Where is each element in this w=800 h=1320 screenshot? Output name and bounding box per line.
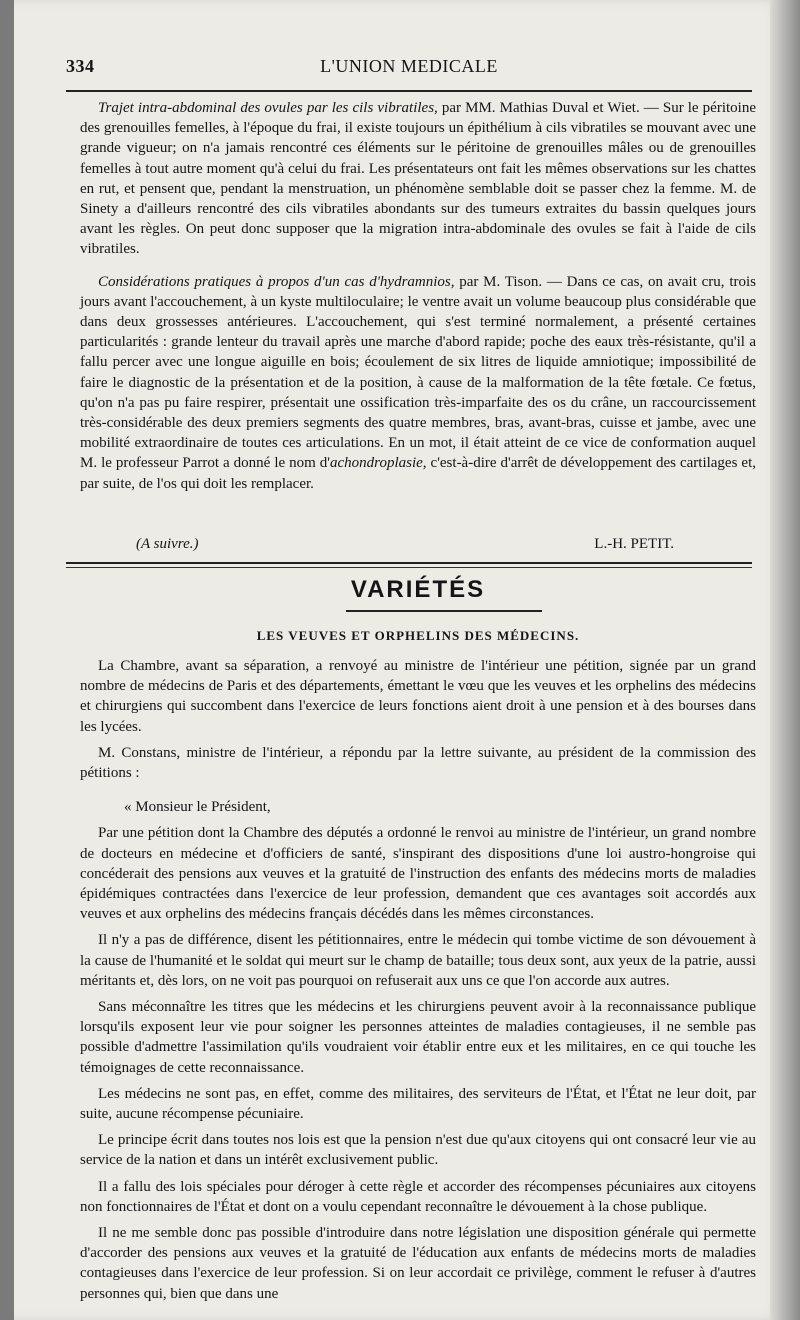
header-rule <box>66 90 752 92</box>
paragraph: M. Constans, ministre de l'intérieur, a répondu par la lettre suivante, au président de la commission des pétitions : <box>80 744 756 782</box>
page-edge-shadow <box>770 0 800 1320</box>
article-ovules-text: par MM. Mathias Duval et Wiet. — Sur le péritoine des grenouilles femelles, à l'époque du frai, il existe toujours un épithélium à cils vibratiles se mouvant avec une grande vigueur; on n'a jamais rencontré ces éléments sur le péritoine de grenouilles mâles ou de grenouilles femelles à tout autre moment qu'à celui du frai. Les présentateurs ont fait les mêmes observations sur les chattes en rut, et pensent que, pendant la menstruation, un phénomène semblable doit se passer chez la femme. M. de Sinety a d'ailleurs rencontré des cils vibratiles abondants sur des tumeurs extraites du bassin quelques jours avant les règles. On peut donc supposer que la migration intra-abdominale des ovules se fait à l'aide de cils vibratiles. <box>80 100 756 258</box>
paragraph: Les médecins ne sont pas, en effet, comme des militaires, des serviteurs de l'État, et l'État ne leur doit, par suite, aucune récompense pécuniaire. <box>80 1085 756 1123</box>
section-title: VARIÉTÉS <box>350 576 486 603</box>
article-hydramnios-term: achondroplasie, <box>330 455 427 472</box>
paragraph: La Chambre, avant sa séparation, a renvoyé au ministre de l'intérieur une pétition, signée par un grand nombre de médecins de Paris et des départements, émettant le vœu que les veuves et les orphelins des médecins et chirurgiens qui succombent dans l'exercice de leurs fonctions aient droit à une pension et à des bourses dans les lycées. <box>80 658 756 735</box>
section-body <box>80 656 756 1304</box>
paragraph: « Monsieur le Président, <box>124 799 271 816</box>
paragraph: Il n'y a pas de différence, disent les pétitionnaires, entre le médecin qui tombe victime de son dévouement à la cause de l'humanité et le soldat qui meurt sur le champ de bataille; tous deux sont, aux yeux de la patrie, aussi méritants et, dès lors, on ne voit pas pourquoi on refuserait aux uns ce que l'on accorde aux autres. <box>80 932 756 989</box>
journal-title: L'UNION MEDICALE <box>320 56 498 76</box>
paragraph: Le principe écrit dans toutes nos lois est que la pension n'est due qu'aux citoyens qui ont consacré leur vie au service de la nation et dans un intérêt exclusivement public. <box>80 1132 756 1169</box>
continuation-note: (A suivre.) <box>136 536 199 552</box>
signature-line <box>80 536 756 556</box>
paragraph: Il ne me semble donc pas possible d'introduire dans notre législation une disposition générale qui permette d'accorder des pensions aux veuves et la gratuité de l'éducation aux enfants de médecins morts de maladies contagieuses dans l'exercice de leur profession. Si on leur accordait ce privilège, comment le refuser à d'autres personnes qui, bien que dans une <box>80 1225 756 1302</box>
section-title-underline <box>346 610 542 612</box>
article-ovules-title: Trajet intra-abdominal des ovules par les cils vibratiles, <box>98 100 438 116</box>
page-header <box>66 56 752 80</box>
paragraph: Sans méconnaître les titres que les médecins et les chirurgiens peuvent avoir à la reconnaissance publique lorsqu'ils exposent leur vie pour soigner les personnes atteintes de maladies contagieuses, il ne semble pas possible d'admettre l'assimilation qu'ils voudraient voir établir entre eux et les militaires, en ce qui touche les témoignages de cette reconnaissance. <box>80 999 756 1076</box>
section-rule-bottom <box>66 567 752 568</box>
author-signature: L.-H. PETIT. <box>594 536 674 552</box>
article-ovules <box>80 98 756 494</box>
paragraph: Il a fallu des lois spéciales pour déroger à cette règle et accorder des récompenses pécuniaires aux citoyens non fonctionnaires de l'État et dont on a voulu cependant reconnaître le dévouement à la chose publique. <box>80 1178 756 1215</box>
article-hydramnios-text-a: par M. Tison. — Dans ce cas, on avait cru, trois jours avant l'accouchement, à un kyste multiloculaire; le ventre avait un volume beaucoup plus considérable que dans deux grossesses antérieures. L'accouchement, qui s'est terminé normalement, a présenté certaines particularités : grande lenteur du travail après une marche d'abord rapide; poche des eaux très-résistante, qu'il a fallu percer avec une longue aiguille en bois; écoulement de six litres de liquide amniotique; impossibilité de faire le diagnostic de la présentation et de la position, à cause de la malformation de la tête fœtale. Ce fœtus, qu'on n'a pas pu faire respirer, présentait une ossification très-imparfaite des os du crâne, un raccourcissement très-considérable des deux premiers segments des quatre membres, bras, avant-bras, cuisse et jambe, avec une mobilité extraordinaire de toutes ces articulations. En un mot, il était atteint de ce vice de conformation auquel M. le professeur Parrot a donné le nom d' <box>80 273 756 472</box>
section-subtitle: LES VEUVES ET ORPHELINS DES MÉDECINS. <box>256 628 580 643</box>
section-rule-top <box>66 562 752 564</box>
article-hydramnios-text-b: c'est-à-dire d'arrêt de développement des cartilages et, par suite, de l'os qui doit les remplacer. <box>80 455 756 492</box>
page-number: 334 <box>66 56 95 76</box>
article-hydramnios-title: Considérations pratiques à propos d'un cas d'hydramnios, <box>98 273 455 290</box>
paragraph: Par une pétition dont la Chambre des députés a ordonné le renvoi au ministre de l'intérieur, un grand nombre de docteurs en médecine et d'officiers de santé, s'inspirant des dispositions d'une loi austro-hongroise qui concéderait des pensions aux veuves et la gratuité de l'instruction des enfants des médecins morts de maladies épidémiques contractées dans l'exercice de leur profession, demandent que ces avantages soit accordés aux veuves et aux orphelins des médecins français décédés dans les mêmes circonstances. <box>80 825 756 923</box>
